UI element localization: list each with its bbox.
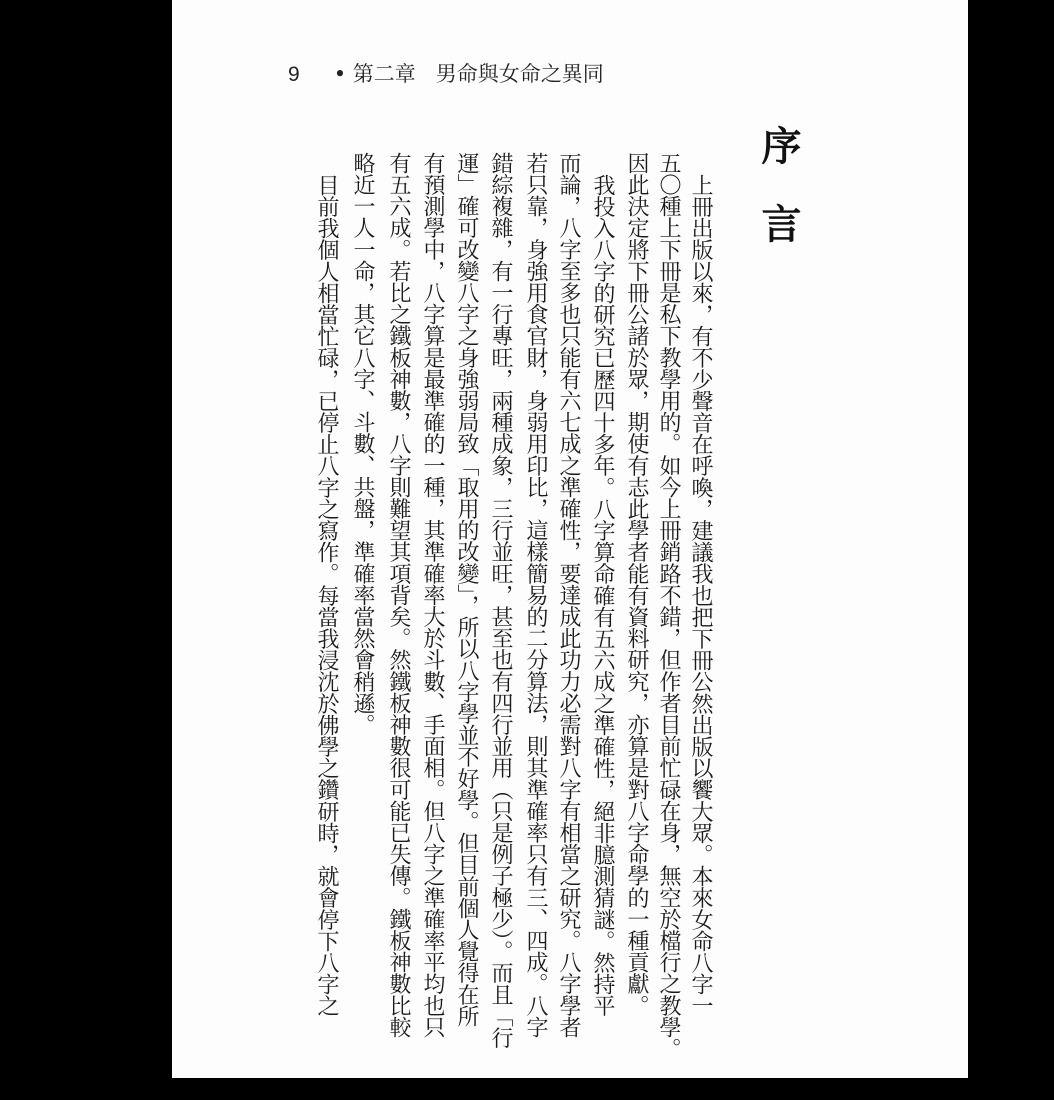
text-column: 我投入八字的研究已歷四十多年。八字算命確有五六成之準確性，絕非臆測猜謎。然持平: [590, 174, 615, 1017]
text-column: 略近一人一命，其它八字、斗數、共盤，準確率當然會稍遜。: [350, 152, 375, 736]
text-column: 目前我個人相當忙碌，已停止八字之寫作。每當我浸沈於佛學之鑽研時，就會停下八字之: [314, 174, 339, 1017]
text-column: 五〇種上下冊是私下教學用的。如今上冊銷路不錯，但作者目前忙碌在身，無空於檔行之教學。: [656, 152, 681, 1060]
chapter-label: • 第二章: [333, 62, 416, 86]
text-column: 運」確可改變八字之身強弱局致「取用的改變」，所以八字學並不好學。但目前個人覺得在所: [454, 152, 479, 1027]
running-header: [288, 58, 604, 88]
section-title: 序言: [755, 125, 802, 281]
text-column: 若只靠，身強用食官財，身弱用印比，這樣簡易的二分算法，則其準確率只有三、四成。八字: [523, 152, 548, 1038]
text-column: 因此決定將下冊公諸於眾，期使有志此學者能有資料研究，亦算是對八字命學的一種貢獻。: [624, 152, 649, 1017]
text-column: 錯綜複雜，有一行專旺，兩種成象，三行並旺，甚至也有四行並用（只是例子極少）。而且「行: [488, 152, 513, 1049]
text-column: 而論，八字至多也只能有六七成之準確性，要達成此功力必需對八字有相當之研究。八字學者: [556, 152, 581, 1038]
text-column: 上冊出版以來，有不少聲音在呼喚，建議我也把下冊公然出版以饗大眾。本來女命八字一: [688, 174, 713, 1017]
text-column: 有預測學中，八字算是最準確的一種，其準確率大於斗數、手面相。但八字之準確率平均也只: [420, 152, 445, 1038]
text-column: 有五六成。若比之鐵板神數，八字則難望其項背矣。然鐵板神數很可能已失傳。鐵板神數比較: [386, 152, 411, 1038]
page-number: 9: [288, 63, 300, 86]
book-page: [172, 0, 968, 1078]
chapter-title: 男命與女命之異同: [435, 62, 604, 86]
